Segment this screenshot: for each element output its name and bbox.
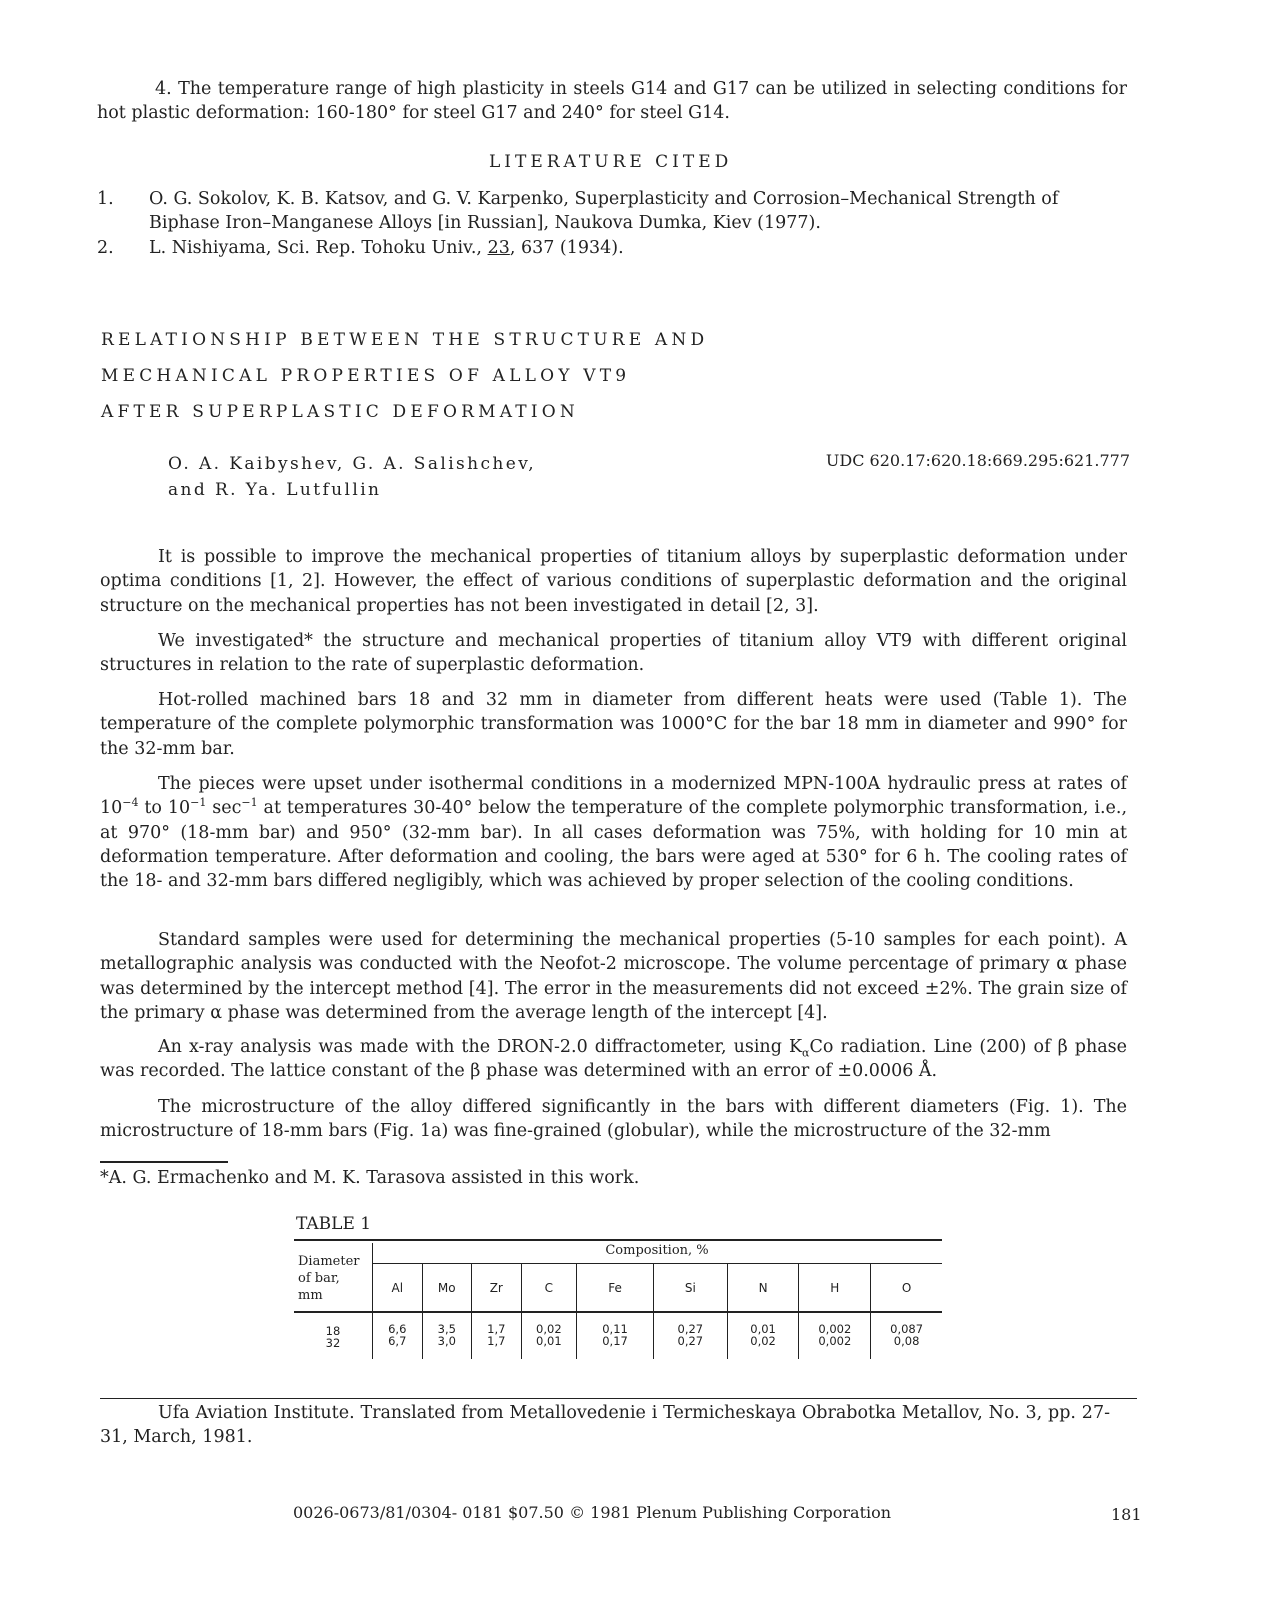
column-header: C [521,1264,577,1311]
reference-text-part: L. Nishiyama, Sci. Rep. Tohoku Univ., [149,237,488,258]
paragraph-7: The microstructure of the alloy differed significantly in the bars with different diameters (Fig. 1). The microstructure of 18-mm bars (Fig. 1a) was fine-grained (globular), while the microstructure of the 32-mm [100,1097,1127,1142]
authors-line: and R. Ya. Lutfullin [168,480,382,500]
cell-value: 0,27 [677,1334,704,1348]
cell-value: 0,08 [893,1334,920,1348]
column-header: O [901,1280,912,1295]
page-number: 181 [1111,1505,1142,1524]
cell-value: 6,6 [388,1322,407,1336]
title-line: AFTER SUPERPLASTIC DEFORMATION [101,402,579,422]
table-cell [577,1311,654,1359]
authors [168,451,536,503]
table-cell [727,1311,799,1359]
text-run: at temperatures 30-40° below the temperature of the complete polymorphic transformation, i.e., at 970° (18-mm bar) and 950° (32-mm bar). In all cases deformation was 75%, with holding for 10 min at deformation temperature. After deformation and cooling, the bars were aged at 530° for 6 h. The cooling rates of the 18- and 32-mm bars differed negligibly, which was achieved by proper selection of the cooling conditions. [100,798,1128,892]
cell-value: 0,02 [536,1322,562,1336]
cell-value: 1,7 [487,1334,506,1348]
table-caption: TABLE 1 [296,1214,372,1234]
paragraph-4 [100,772,1127,893]
table-cell [799,1311,871,1359]
cell-value: 0,02 [750,1334,776,1348]
row-header-line: Diameter [298,1254,360,1269]
diameter-cell [294,1325,372,1349]
exponent: −1 [190,796,207,810]
reference-text [149,236,1097,260]
diameter-value: 32 [325,1336,341,1350]
table-cell [521,1311,577,1359]
table-cell [653,1311,727,1359]
column-header: Mo [422,1264,472,1311]
exponent: −1 [241,796,258,810]
paragraph-6 [100,1035,1127,1084]
column-header: Al [373,1264,422,1311]
column-header: N [727,1264,799,1311]
text-run: sec [206,798,242,819]
cell-value: 0,11 [602,1322,628,1336]
cell-value: 1,7 [487,1322,506,1336]
column-header: H [799,1264,871,1311]
title-line: RELATIONSHIP BETWEEN THE STRUCTURE AND [101,330,709,350]
cell-value: 3,0 [437,1334,456,1348]
cell-value: 0,01 [536,1334,562,1348]
source-rule [100,1398,1137,1399]
column-header: Zr [472,1264,522,1311]
reference-number: 2. [97,237,114,258]
exponent: −4 [122,796,139,810]
composition-table [373,1264,942,1359]
diameter-value: 18 [325,1324,341,1338]
table-cell [871,1311,942,1359]
publication-code: 0026-0673/81/0304- 0181 $07.50 © 1981 Plenum Publishing Corporation [293,1503,892,1522]
literature-cited-heading: LITERATURE CITED [489,152,733,172]
reference-item-1 [97,187,1097,236]
footnote-rule [100,1161,228,1163]
row-header-line: mm [298,1288,323,1303]
paragraph-1: It is possible to improve the mechanical properties of titanium alloys by superplastic deformation under optima conditions [1, 2]. However, the effect of various conditions of superplastic deformation and the original structure on the mechanical properties has not been investigated in detail [2, 3]. [100,547,1127,616]
subscript: α [802,1046,810,1060]
reference-text: O. G. Sokolov, K. B. Katsov, and G. V. Karpenko, Superplasticity and Corrosion–Mechanical Strength of Biphase Iron–Manganese Alloys [in Russian], Naukova Dumka, Kiev (1977). [149,189,1059,234]
row-header-line: of bar, [298,1271,340,1286]
table-data-row [373,1311,942,1359]
group-header: Composition, % [605,1243,709,1258]
column-header: Si [653,1264,727,1311]
reference-text-part: , 637 (1934). [509,237,624,258]
cell-value: 0,01 [750,1322,776,1336]
cell-value: 0,002 [818,1334,852,1348]
column-header: Fe [577,1264,654,1311]
column-header-row [373,1264,942,1311]
udc-code: UDC 620.17:620.18:669.295:621.777 [825,451,1130,470]
text-run: The pieces were upset under isothermal conditions in a modernized MPN-100A hydraulic press at rates of 10 [100,774,1127,819]
table-cell [373,1311,422,1359]
source-note: Ufa Aviation Institute. Translated from Metallovedenie i Termicheskaya Obrabotka Metallov, No. 3, pp. 27-31, March, 1981. [100,1403,1110,1448]
paragraph-5: Standard samples were used for determining the mechanical properties (5-10 samples for each point). A metallographic analysis was conducted with the Neofot-2 microscope. The volume percentage of primary α phase was determined by the intercept method [4]. The error in the measurements did not exceed ±2%. The grain size of the primary α phase was determined from the average length of the intercept [4]. [100,930,1127,1023]
title-line: MECHANICAL PROPERTIES OF ALLOY VT9 [101,366,631,386]
reference-volume: 23 [487,237,510,258]
cell-value: 0,27 [677,1322,704,1336]
text-run: An x-ray analysis was made with the DRON-2.0 diffractometer, using K [158,1037,803,1057]
text-run: Co radiation. Line (200) of β phase was recorded. The lattice constant of the β phase was determined with an error of ±0.0006 Å. [100,1037,1128,1082]
footnote: *A. G. Ermachenko and M. K. Tarasova assisted in this work. [100,1168,640,1188]
table-cell [422,1311,472,1359]
reference-item-2 [97,236,1097,260]
article-title [101,330,708,438]
cell-value: 6,7 [388,1334,407,1348]
table-1 [294,1239,942,1361]
cell-value: 0,002 [818,1322,852,1336]
cell-value: 0,17 [602,1334,628,1348]
text-run: to 10 [138,798,191,819]
authors-line: O. A. Kaibyshev, G. A. Salishchev, [168,454,537,474]
table-cell [472,1311,522,1359]
paragraph-2: We investigated* the structure and mechanical properties of titanium alloy VT9 with different original structures in relation to the rate of superplastic deformation. [100,631,1127,676]
conclusion-item-4: 4. The temperature range of high plasticity in steels G14 and G17 can be utilized in selecting conditions for hot plastic deformation: 160-180° for steel G17 and 240° for steel G14. [97,79,1127,124]
row-header [298,1253,359,1304]
cell-value: 0,087 [890,1322,924,1336]
reference-number: 1. [97,189,114,209]
table-top-rule [294,1239,942,1241]
paragraph-3: Hot-rolled machined bars 18 and 32 mm in diameter from different heats were used (Table 1). The temperature of the complete polymorphic transformation was 1000°C for the bar 18 mm in diameter and 990° for the 32-mm bar. [100,690,1127,759]
cell-value: 3,5 [437,1322,456,1336]
reference-list [97,187,1097,260]
